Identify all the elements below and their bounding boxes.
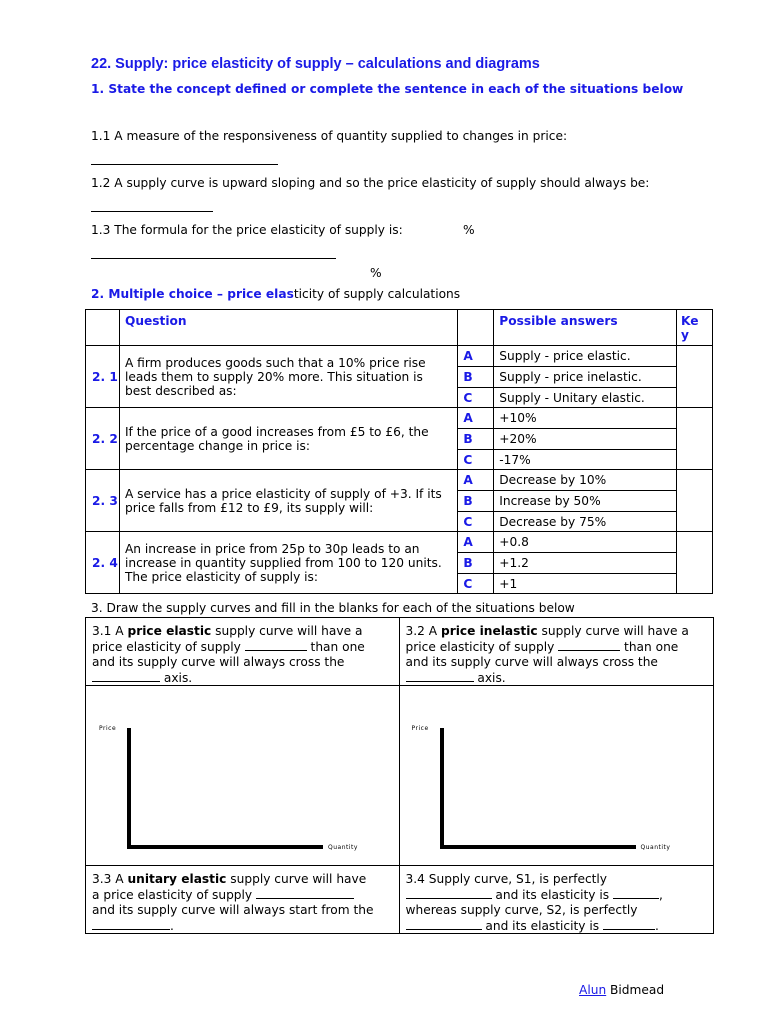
header-num-cell xyxy=(86,310,120,346)
option-letter[interactable]: A xyxy=(458,532,494,553)
option-text[interactable]: Decrease by 75% xyxy=(494,512,677,532)
question-1-3: 1.3 The formula for the price elasticity of supply is: xyxy=(91,223,403,237)
cell-3-1 xyxy=(86,618,400,686)
section2-heading xyxy=(91,287,460,302)
key-cell[interactable] xyxy=(677,470,713,532)
author-last-name: Bidmead xyxy=(606,983,665,997)
y-axis xyxy=(440,728,444,849)
c33-line3: and its supply curve will always start from the xyxy=(92,902,374,917)
question-text: If the price of a good increases from £5 to £6, the percentage change in price is: xyxy=(119,408,457,470)
c33-pre: 3.3 A xyxy=(92,872,128,887)
c32-pre: 3.2 A xyxy=(405,624,441,638)
key-cell[interactable] xyxy=(677,532,713,594)
c34-line2b: , xyxy=(659,888,663,903)
table-row xyxy=(86,408,713,429)
option-text[interactable]: +1 xyxy=(494,574,677,594)
blank-3-4-c[interactable] xyxy=(406,917,482,930)
header-possible-answers: Possible answers xyxy=(494,310,677,346)
c32-line3: and its supply curve will always cross the xyxy=(405,654,658,669)
axis-label-quantity: Quantity xyxy=(640,844,671,852)
axis-label-quantity: Quantity xyxy=(328,844,358,852)
blank-3-4-b[interactable] xyxy=(613,886,659,899)
c31-line3: and its supply curve will always cross the xyxy=(92,654,345,669)
blank-3-4-d[interactable] xyxy=(603,917,655,930)
question-text: A service has a price elasticity of supply of +3. If its price falls from £12 to £9, its supply will: xyxy=(119,470,457,532)
c33-bold: unitary elastic xyxy=(127,872,227,887)
blank-3-2-a[interactable] xyxy=(558,638,620,651)
c33-line1: supply curve will have xyxy=(226,872,367,887)
answer-1-1-blank[interactable] xyxy=(91,152,278,168)
option-letter[interactable]: B xyxy=(458,491,494,512)
option-letter[interactable]: A xyxy=(458,470,494,491)
c34-line1: 3.4 Supply curve, S1, is perfectly xyxy=(405,872,608,887)
option-text[interactable]: +20% xyxy=(494,429,677,450)
question-text: An increase in price from 25p to 30p leads to an increase in quantity supplied from 100 to 120 units. The price elasticity of supply is: xyxy=(119,532,457,594)
table-row xyxy=(86,618,714,686)
graph-3-2[interactable] xyxy=(399,686,714,866)
header-letter-cell xyxy=(458,310,494,346)
table-row xyxy=(86,346,713,367)
author-credit xyxy=(579,983,664,998)
c33-line2a: a price elasticity of supply xyxy=(92,888,257,903)
header-question: Question xyxy=(119,310,457,346)
c31-line2a: price elasticity of supply xyxy=(92,640,245,655)
graph-3-1[interactable] xyxy=(86,686,400,866)
question-1-1: 1.1 A measure of the responsiveness of quantity supplied to changes in price: xyxy=(91,129,568,143)
blank-3-2-b[interactable] xyxy=(406,669,474,682)
axis-label-price: Price xyxy=(99,725,117,733)
header-key: Ke y xyxy=(677,310,713,346)
section2-heading-blue: 2. Multiple choice – price elas xyxy=(91,287,294,301)
option-text[interactable]: +1.2 xyxy=(494,553,677,574)
cell-3-4 xyxy=(399,866,714,934)
table-row xyxy=(86,532,713,553)
cell-3-3 xyxy=(86,866,400,934)
author-first-name-link[interactable]: Alun xyxy=(579,983,607,997)
question-number: 2. 4 xyxy=(86,532,120,594)
table-row xyxy=(86,866,714,934)
x-axis xyxy=(440,845,636,849)
c34-line3: whereas supply curve, S2, is perfectly xyxy=(405,902,638,917)
option-text[interactable]: Supply - price elastic. xyxy=(494,346,677,367)
option-letter[interactable]: C xyxy=(458,574,494,594)
question-number: 2. 3 xyxy=(86,470,120,532)
c32-line1: supply curve will have a xyxy=(537,624,689,638)
c32-line2b: than one xyxy=(620,640,679,655)
option-text[interactable]: Decrease by 10% xyxy=(494,470,677,491)
c32-line4: axis. xyxy=(473,670,506,685)
option-letter[interactable]: C xyxy=(458,450,494,470)
c31-line2b: than one xyxy=(306,640,365,655)
c34-line2a: and its elasticity is xyxy=(491,888,613,903)
percent-top: % xyxy=(463,223,475,237)
option-text[interactable]: +10% xyxy=(494,408,677,429)
question-text: A firm produces goods such that a 10% price rise leads them to supply 20% more. This situation is best described as: xyxy=(119,346,457,408)
table-row xyxy=(86,470,713,491)
option-text[interactable]: -17% xyxy=(494,450,677,470)
c34-line4a: and its elasticity is xyxy=(481,919,603,934)
question-number: 2. 1 xyxy=(86,346,120,408)
option-letter[interactable]: B xyxy=(458,429,494,450)
option-text[interactable]: Increase by 50% xyxy=(494,491,677,512)
table-row xyxy=(86,686,714,866)
section2-heading-black: ticity of supply calculations xyxy=(293,287,461,301)
supply-curves-table xyxy=(85,617,714,934)
question-1-2: 1.2 A supply curve is upward sloping and so the price elasticity of supply should always be: xyxy=(91,176,650,190)
c31-line4: axis. xyxy=(160,670,193,685)
blank-3-1-a[interactable] xyxy=(245,638,307,651)
section3-heading: 3. Draw the supply curves and fill in the blanks for each of the situations below xyxy=(91,601,575,615)
table-header-row xyxy=(86,310,713,346)
c31-line1: supply curve will have a xyxy=(211,624,363,638)
option-letter[interactable]: B xyxy=(458,367,494,388)
c31-bold: price elastic xyxy=(127,624,212,638)
x-axis xyxy=(127,845,323,849)
blank-3-3-b[interactable] xyxy=(92,917,170,930)
answer-1-3-blank[interactable] xyxy=(91,246,336,262)
answer-1-2-blank[interactable] xyxy=(91,199,213,215)
key-cell[interactable] xyxy=(677,346,713,408)
multiple-choice-table xyxy=(85,309,713,594)
axis-label-price: Price xyxy=(411,725,429,733)
key-cell[interactable] xyxy=(677,408,713,470)
percent-bottom: % xyxy=(370,266,382,280)
blank-3-3-a[interactable] xyxy=(256,886,354,899)
option-text[interactable]: Supply - price inelastic. xyxy=(494,367,677,388)
option-letter[interactable]: C xyxy=(458,388,494,408)
cell-3-2 xyxy=(399,618,714,686)
c32-bold: price inelastic xyxy=(440,624,538,638)
option-text[interactable]: +0.8 xyxy=(494,532,677,553)
option-letter[interactable]: A xyxy=(458,346,494,367)
page-title: 22. Supply: price elasticity of supply – calculations and diagrams xyxy=(91,56,540,72)
option-letter[interactable]: C xyxy=(458,512,494,532)
blank-3-4-a[interactable] xyxy=(406,886,492,899)
option-letter[interactable]: B xyxy=(458,553,494,574)
c33-line4: . xyxy=(170,919,174,934)
option-text[interactable]: Supply - Unitary elastic. xyxy=(494,388,677,408)
section1-heading: 1. State the concept defined or complete the sentence in each of the situations below xyxy=(91,82,684,96)
question-number: 2. 2 xyxy=(86,408,120,470)
option-letter[interactable]: A xyxy=(458,408,494,429)
c31-pre: 3.1 A xyxy=(92,624,128,638)
y-axis xyxy=(127,728,131,849)
c32-line2a: price elasticity of supply xyxy=(405,640,559,655)
c34-line4b: . xyxy=(655,919,659,934)
blank-3-1-b[interactable] xyxy=(92,669,160,682)
